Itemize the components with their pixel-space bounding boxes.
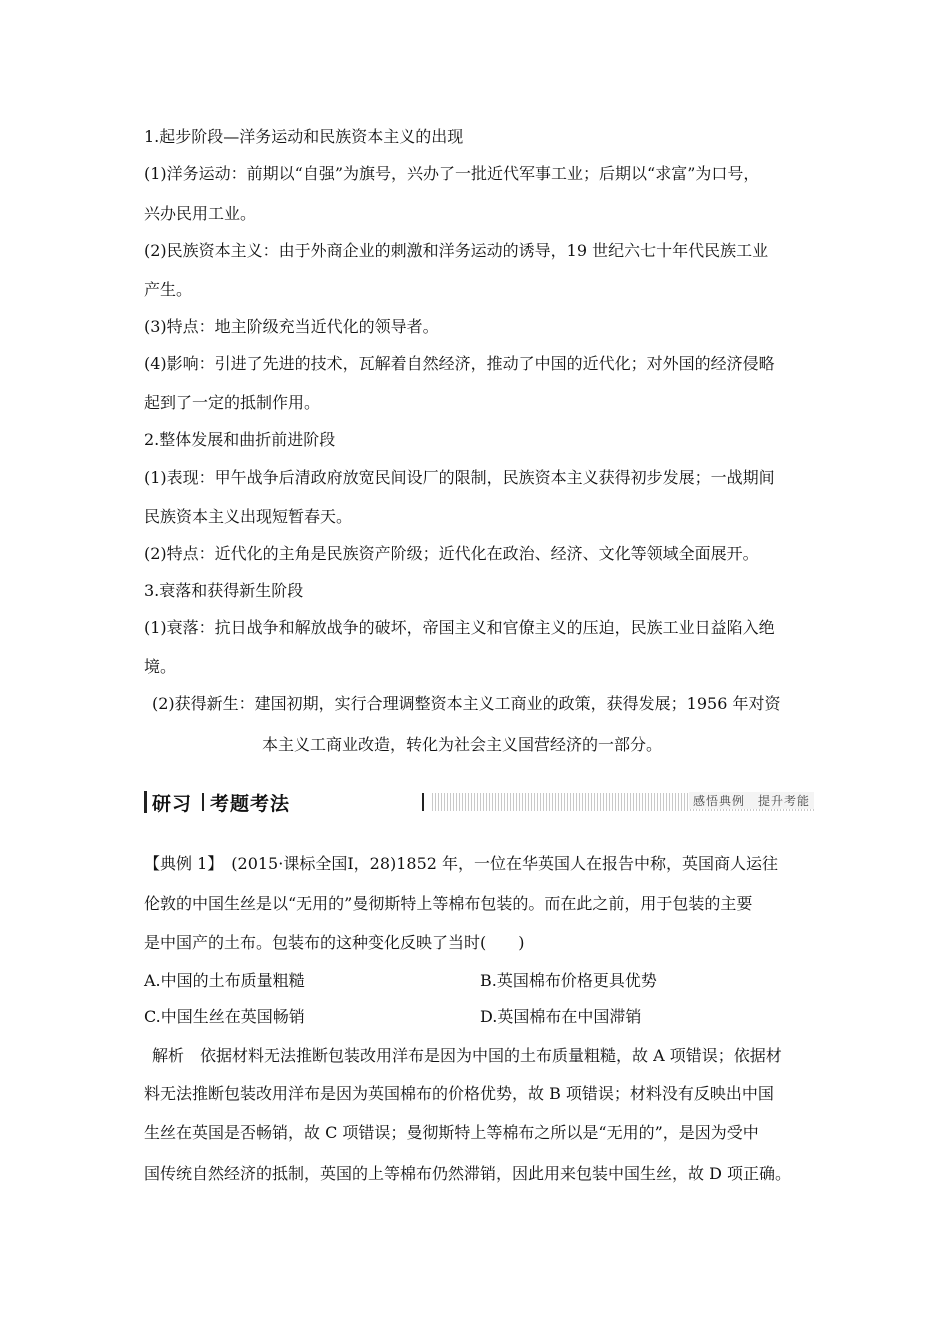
analysis-line: 料无法推断包装改用洋布是因为英国棉布的价格优势，故 B 项错误；材料没有反映出中国 bbox=[144, 1084, 774, 1103]
paragraph-line: 民族资本主义出现短暂春天。 bbox=[144, 507, 353, 526]
paragraph-line: (1)表现：甲午战争后清政府放宽民间设厂的限制，民族资本主义获得初步发展；一战期间 bbox=[144, 468, 775, 487]
paragraph-line: (2)获得新生：建国初期，实行合理调整资本主义工商业的政策，获得发展；1956 年对资 bbox=[152, 694, 781, 713]
paragraph-line: (1)洋务运动：前期以“自强”为旗号，兴办了一批近代军事工业；后期以“求富”为口号， bbox=[144, 164, 760, 183]
paragraph-line: 本主义工商业改造，转化为社会主义国营经济的一部分。 bbox=[262, 735, 663, 754]
banner-title-part2: 考题考法 bbox=[210, 793, 291, 815]
banner-separator bbox=[422, 793, 424, 811]
paragraph-line: 境。 bbox=[144, 657, 177, 676]
question-line: 是中国产的土布。包装布的这种变化反映了当时( ) bbox=[144, 933, 525, 952]
option-d: D.英国棉布在中国滞销 bbox=[480, 1007, 642, 1026]
paragraph-line: 起到了一定的抵制作用。 bbox=[144, 393, 321, 412]
heading-3: 3.衰落和获得新生阶段 bbox=[144, 581, 304, 600]
banner-tagline: 感悟典例 提升考能 bbox=[689, 792, 814, 809]
analysis-line: 国传统自然经济的抵制，英国的上等棉布仍然滞销，因此用来包装中国生丝，故 D 项正确。 bbox=[144, 1164, 792, 1183]
banner-bar bbox=[144, 791, 147, 813]
question-line: 伦敦的中国生丝是以“无用的”曼彻斯特上等棉布包装的。而在此之前，用于包装的主要 bbox=[144, 894, 753, 913]
paragraph-line: 兴办民用工业。 bbox=[144, 204, 257, 223]
analysis-line: 生丝在英国是否畅销，故 C 项错误；曼彻斯特上等棉布之所以是“无用的”，是因为受中 bbox=[144, 1123, 759, 1142]
analysis-line: 解析 依据材料无法推断包装改用洋布是因为中国的土布质量粗糙，故 A 项错误；依据材 bbox=[152, 1046, 782, 1065]
paragraph-line: (4)影响：引进了先进的技术，瓦解着自然经济，推动了中国的近代化；对外国的经济侵略 bbox=[144, 354, 775, 373]
banner-separator bbox=[202, 793, 204, 811]
paragraph-line: (1)衰落：抗日战争和解放战争的破坏，帝国主义和官僚主义的压迫，民族工业日益陷入绝 bbox=[144, 618, 775, 637]
paragraph-line: 产生。 bbox=[144, 280, 193, 299]
section-banner bbox=[144, 787, 816, 817]
paragraph-line: (2)民族资本主义：由于外商企业的刺激和洋务运动的诱导，19 世纪六七十年代民族工业 bbox=[144, 241, 769, 260]
option-c: C.中国生丝在英国畅销 bbox=[144, 1007, 305, 1026]
heading-1: 1.起步阶段—洋务运动和民族资本主义的出现 bbox=[144, 127, 464, 146]
banner-title-part1: 研习 bbox=[152, 793, 193, 815]
paragraph-line: (2)特点：近代化的主角是民族资产阶级；近代化在政治、经济、文化等领域全面展开。 bbox=[144, 544, 759, 563]
option-b: B.英国棉布价格更具优势 bbox=[480, 971, 657, 990]
option-a: A.中国的土布质量粗糙 bbox=[144, 971, 305, 990]
question-line: 【典例 1】 (2015·课标全国Ⅰ，28)1852 年，一位在华英国人在报告中称，英国商人运往 bbox=[144, 854, 779, 873]
heading-2: 2.整体发展和曲折前进阶段 bbox=[144, 430, 336, 449]
paragraph-line: (3)特点：地主阶级充当近代化的领导者。 bbox=[144, 317, 439, 336]
